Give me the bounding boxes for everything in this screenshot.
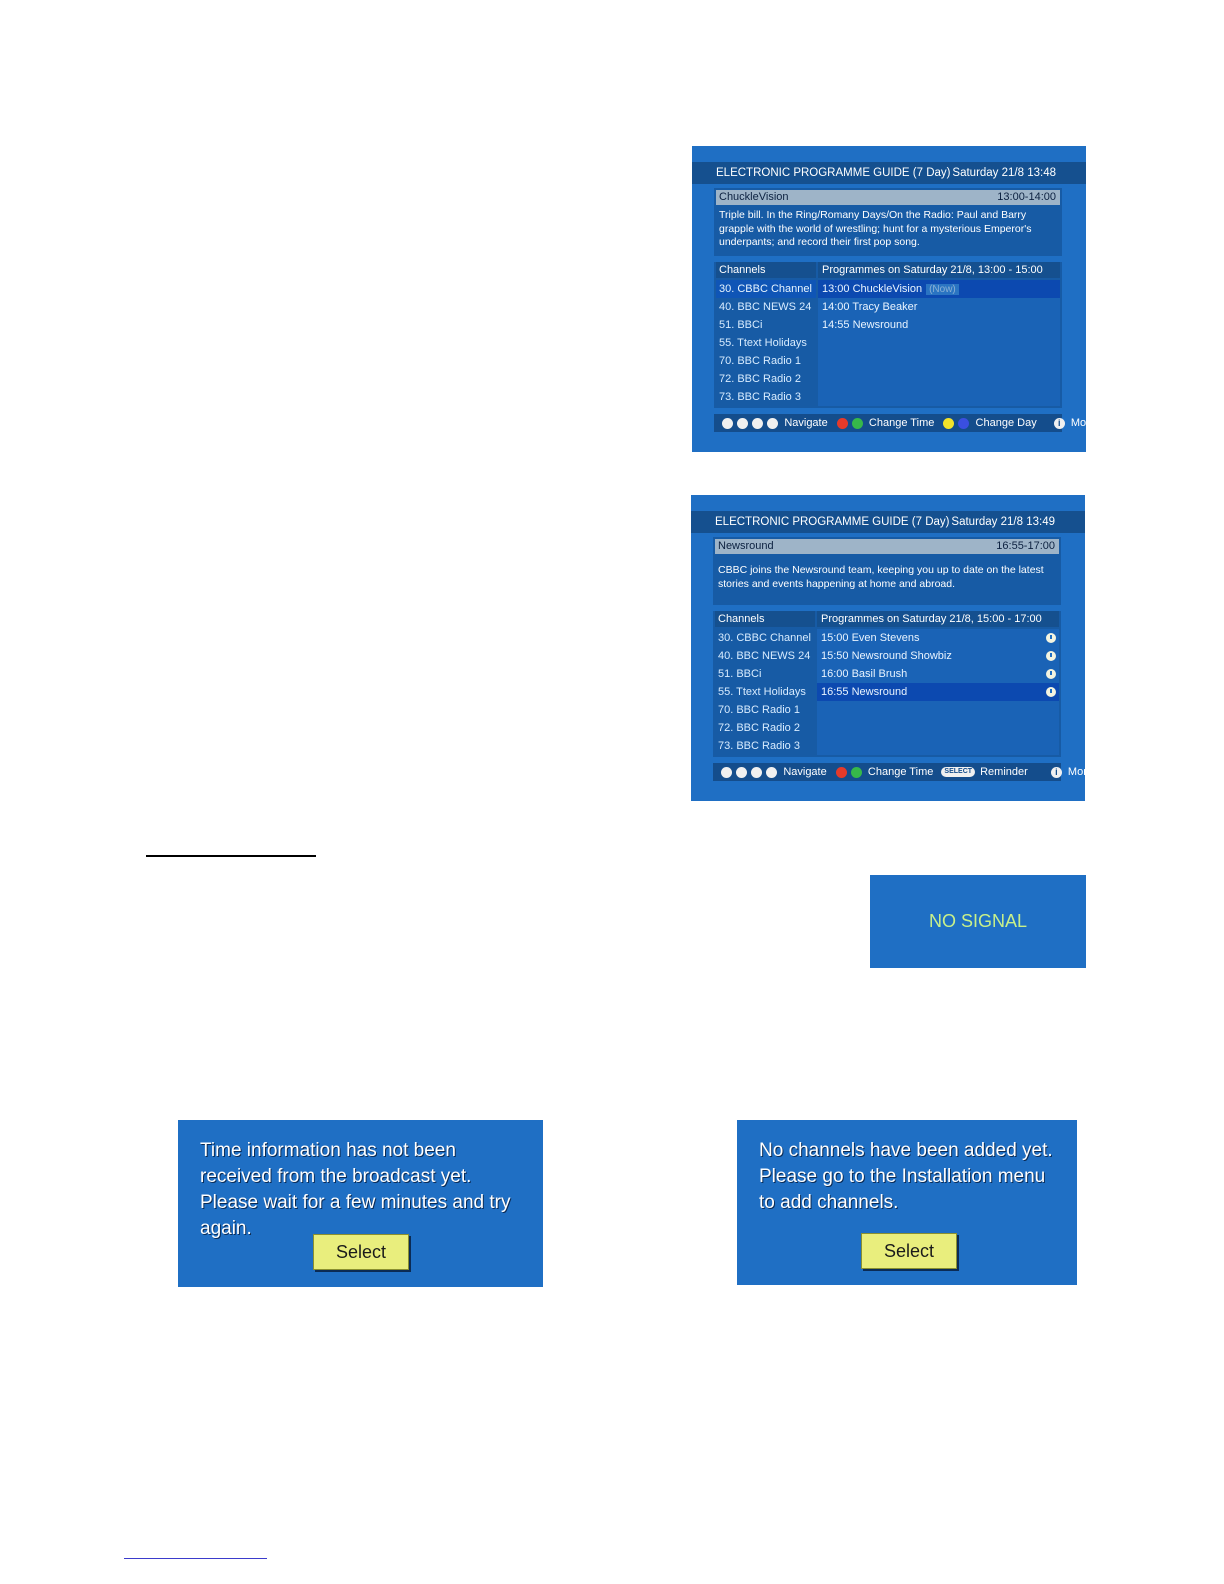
epg-datetime: Saturday 21/8 13:49 <box>951 516 1055 528</box>
programme-item-label: 16:00 Basil Brush <box>821 668 908 680</box>
select-button-icon: SELECT <box>941 767 975 777</box>
programme-item[interactable] <box>817 683 1059 701</box>
heading-underline <box>146 855 316 857</box>
programmes-header: Programmes on Saturday 21/8, 13:00 - 15:00 <box>818 262 1060 278</box>
reminder-clock-icon <box>1046 669 1056 679</box>
down-arrow-icon <box>752 418 763 429</box>
red-button-icon <box>836 767 847 778</box>
programme-item[interactable]: 14:55 Newsround <box>822 319 909 331</box>
channel-list <box>716 280 816 406</box>
time-info-dialog <box>178 1120 543 1287</box>
select-button[interactable]: Select <box>861 1233 957 1269</box>
change-time-label: Change Time <box>868 417 935 430</box>
channel-item[interactable]: 70. BBC Radio 1 <box>719 355 801 367</box>
change-time-label: Change Time <box>867 766 934 779</box>
epg-title: ELECTRONIC PROGRAMME GUIDE (7 Day) <box>715 516 950 528</box>
programme-item-label: 15:50 Newsround Showbiz <box>821 650 952 662</box>
programme-list <box>818 280 1060 406</box>
channel-item[interactable]: 55. Ttext Holidays <box>719 337 807 349</box>
channel-item[interactable]: 51. BBCi <box>718 668 762 680</box>
navigate-label: Navigate <box>783 766 827 779</box>
programme-item[interactable]: 14:00 Tracy Beaker <box>822 301 918 313</box>
channel-item[interactable]: 72. BBC Radio 2 <box>718 722 800 734</box>
programme-name: Newsround <box>718 540 774 552</box>
info-icon: i <box>1054 418 1065 429</box>
programme-list <box>817 629 1059 755</box>
programme-item-label: 15:00 Even Stevens <box>821 632 920 644</box>
programme-item[interactable] <box>817 665 1059 683</box>
channel-item[interactable]: 40. BBC NEWS 24 <box>719 301 812 313</box>
footer-link-underline <box>124 1558 267 1559</box>
channel-item[interactable]: 70. BBC Radio 1 <box>718 704 800 716</box>
green-button-icon <box>852 418 863 429</box>
down-arrow-icon <box>751 767 762 778</box>
programme-info-header <box>716 190 1060 205</box>
programme-description: Triple bill. In the Ring/Romany Days/On the Radio: Paul and Barry grapple with the world of wrestling; hunt for a mysterious Emperor's underpants; and record their first pop song. <box>719 209 1032 248</box>
epg-title-bar <box>692 162 1086 184</box>
programme-description: CBBC joins the Newsround team, keeping you up to date on the latest stories and events happening at home and abroad. <box>718 564 1044 590</box>
channel-item[interactable]: 51. BBCi <box>719 319 763 331</box>
more-label: More <box>1070 417 1096 430</box>
left-arrow-icon <box>722 418 733 429</box>
channel-item[interactable]: 30. CBBC Channel <box>718 632 811 644</box>
channel-item[interactable]: 73. BBC Radio 3 <box>719 391 801 403</box>
up-arrow-icon <box>766 767 777 778</box>
programme-name: ChuckleVision <box>719 191 789 203</box>
left-arrow-icon <box>721 767 732 778</box>
programmes-header: Programmes on Saturday 21/8, 15:00 - 17:00 <box>817 611 1059 627</box>
now-tag: (Now) <box>926 284 959 295</box>
green-button-icon <box>851 767 862 778</box>
reminder-clock-icon <box>1046 651 1056 661</box>
channel-item[interactable]: 30. CBBC Channel <box>716 280 816 298</box>
channels-header: Channels <box>715 611 815 627</box>
select-button[interactable]: Select <box>313 1234 409 1270</box>
epg-title-bar <box>691 511 1085 533</box>
epg-screen-1 <box>692 146 1096 452</box>
reminder-clock-icon <box>1046 687 1056 697</box>
epg-footer <box>713 763 1093 781</box>
programme-info-panel <box>714 188 1062 256</box>
more-label: More <box>1067 766 1093 779</box>
dialog-message: Time information has not been received from the broadcast yet. Please wait for a few minutes and try again. <box>200 1140 511 1239</box>
channel-item[interactable]: 55. Ttext Holidays <box>718 686 806 698</box>
no-signal-banner: NO SIGNAL <box>870 875 1086 968</box>
programme-time: 13:00-14:00 <box>997 191 1056 203</box>
programme-info-panel <box>713 537 1061 605</box>
programme-info-header <box>715 539 1059 554</box>
programme-item[interactable] <box>818 280 1060 298</box>
reminder-label: Reminder <box>980 766 1028 779</box>
channel-item[interactable]: 73. BBC Radio 3 <box>718 740 800 752</box>
red-button-icon <box>837 418 848 429</box>
epg-title: ELECTRONIC PROGRAMME GUIDE (7 Day) <box>716 167 951 179</box>
reminder-clock-icon <box>1046 633 1056 643</box>
blue-button-icon <box>958 418 969 429</box>
channel-item[interactable]: 72. BBC Radio 2 <box>719 373 801 385</box>
right-arrow-icon <box>737 418 748 429</box>
epg-grid <box>714 262 1062 408</box>
epg-grid <box>713 611 1061 757</box>
channel-item[interactable]: 40. BBC NEWS 24 <box>718 650 811 662</box>
programme-item-label: 16:55 Newsround <box>821 686 908 698</box>
no-channels-dialog <box>737 1120 1077 1285</box>
dialog-message: No channels have been added yet. Please go to the Installation menu to add channels. <box>759 1140 1053 1213</box>
info-icon: i <box>1051 767 1062 778</box>
epg-screen-2 <box>691 495 1093 801</box>
change-day-label: Change Day <box>975 417 1037 430</box>
navigate-label: Navigate <box>784 417 828 430</box>
epg-footer <box>714 414 1096 432</box>
up-arrow-icon <box>767 418 778 429</box>
programme-time: 16:55-17:00 <box>996 540 1055 552</box>
programme-item[interactable] <box>817 647 1059 665</box>
right-arrow-icon <box>736 767 747 778</box>
programme-item-label: 13:00 ChuckleVision <box>822 283 923 295</box>
yellow-button-icon <box>943 418 954 429</box>
channel-list <box>715 629 815 755</box>
epg-datetime: Saturday 21/8 13:48 <box>952 167 1056 179</box>
channels-header: Channels <box>716 262 816 278</box>
programme-item[interactable] <box>817 629 1059 647</box>
